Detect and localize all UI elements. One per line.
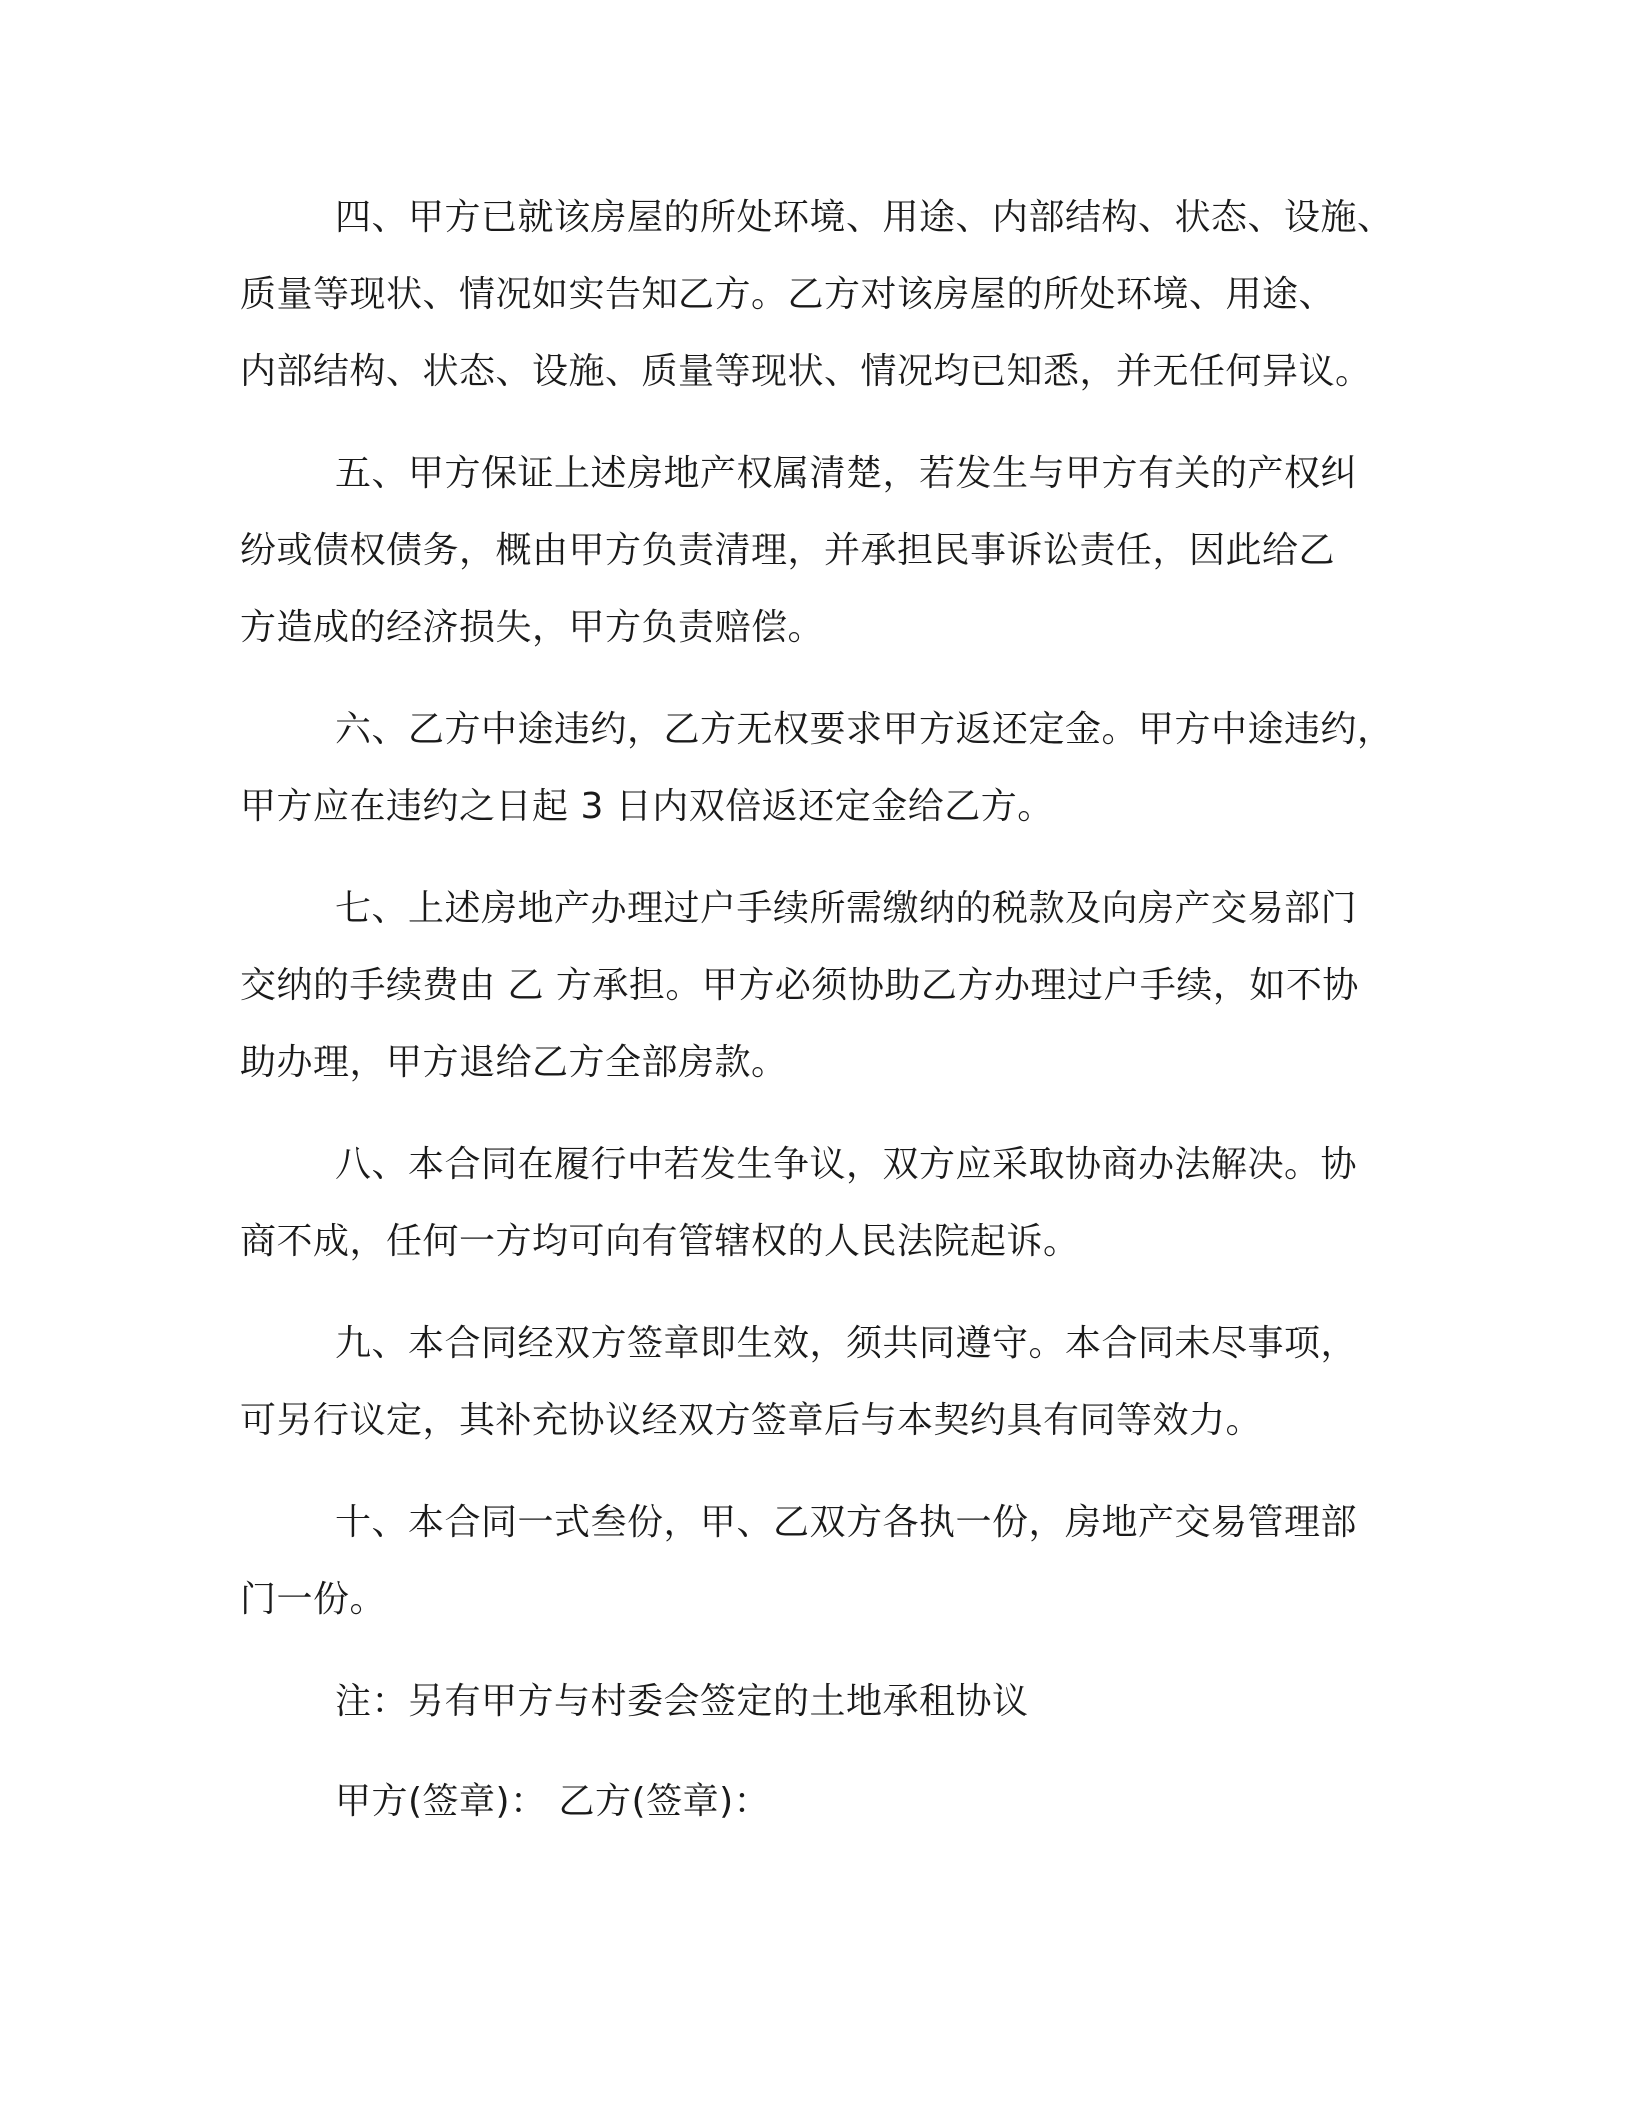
clause-6-line-1: 六、乙方中途违约，乙方无权要求甲方返还定金。甲方中途违约， — [335, 709, 1394, 750]
signature-line — [335, 1780, 770, 1824]
party-b-signature-label: 乙方(签章)： — [558, 1781, 771, 1822]
clause-8-line-1: 八、本合同在履行中若发生争议，双方应采取协商办法解决。协 — [335, 1144, 1358, 1185]
clause-10-line-1: 十、本合同一式叁份，甲、乙双方各执一份，房地产交易管理部 — [335, 1502, 1358, 1543]
clause-4-line-3: 内部结构、状态、设施、质量等现状、情况均已知悉，并无任何异议。 — [240, 351, 1372, 392]
clause-7-line-2: 交纳的手续费由 乙 方承担。甲方必须协助乙方办理过户手续，如不协 — [240, 965, 1359, 1006]
party-a-signature-label: 甲方(签章)： — [335, 1781, 547, 1822]
clause-4-line-1: 四、甲方已就该房屋的所处环境、用途、内部结构、状态、设施、 — [335, 197, 1394, 238]
clause-8-line-2: 商不成，任何一方均可向有管辖权的人民法院起诉。 — [240, 1221, 1080, 1262]
clause-5-line-3: 方造成的经济损失，甲方负责赔偿。 — [240, 607, 825, 648]
clause-5-line-1: 五、甲方保证上述房地产权属清楚，若发生与甲方有关的产权纠 — [335, 453, 1358, 494]
clause-6-line-2: 甲方应在违约之日起 3 日内双倍返还定金给乙方。 — [240, 786, 1054, 827]
clause-9-line-1: 九、本合同经双方签章即生效，须共同遵守。本合同未尽事项， — [335, 1323, 1358, 1364]
clause-7-line-1: 七、上述房地产办理过户手续所需缴纳的税款及向房产交易部门 — [335, 888, 1358, 929]
clause-7-line-3: 助办理，甲方退给乙方全部房款。 — [240, 1042, 788, 1083]
clause-10-line-2: 门一份。 — [240, 1579, 387, 1620]
clause-9-line-2: 可另行议定，其补充协议经双方签章后与本契约具有同等效力。 — [240, 1400, 1263, 1441]
clause-4-line-2: 质量等现状、情况如实告知乙方。乙方对该房屋的所处环境、用途、 — [240, 274, 1336, 315]
clause-5-line-2: 纷或债权债务，概由甲方负责清理，并承担民事诉讼责任，因此给乙 — [240, 530, 1336, 571]
note-text: 注：另有甲方与村委会签定的土地承租协议 — [335, 1681, 1029, 1722]
